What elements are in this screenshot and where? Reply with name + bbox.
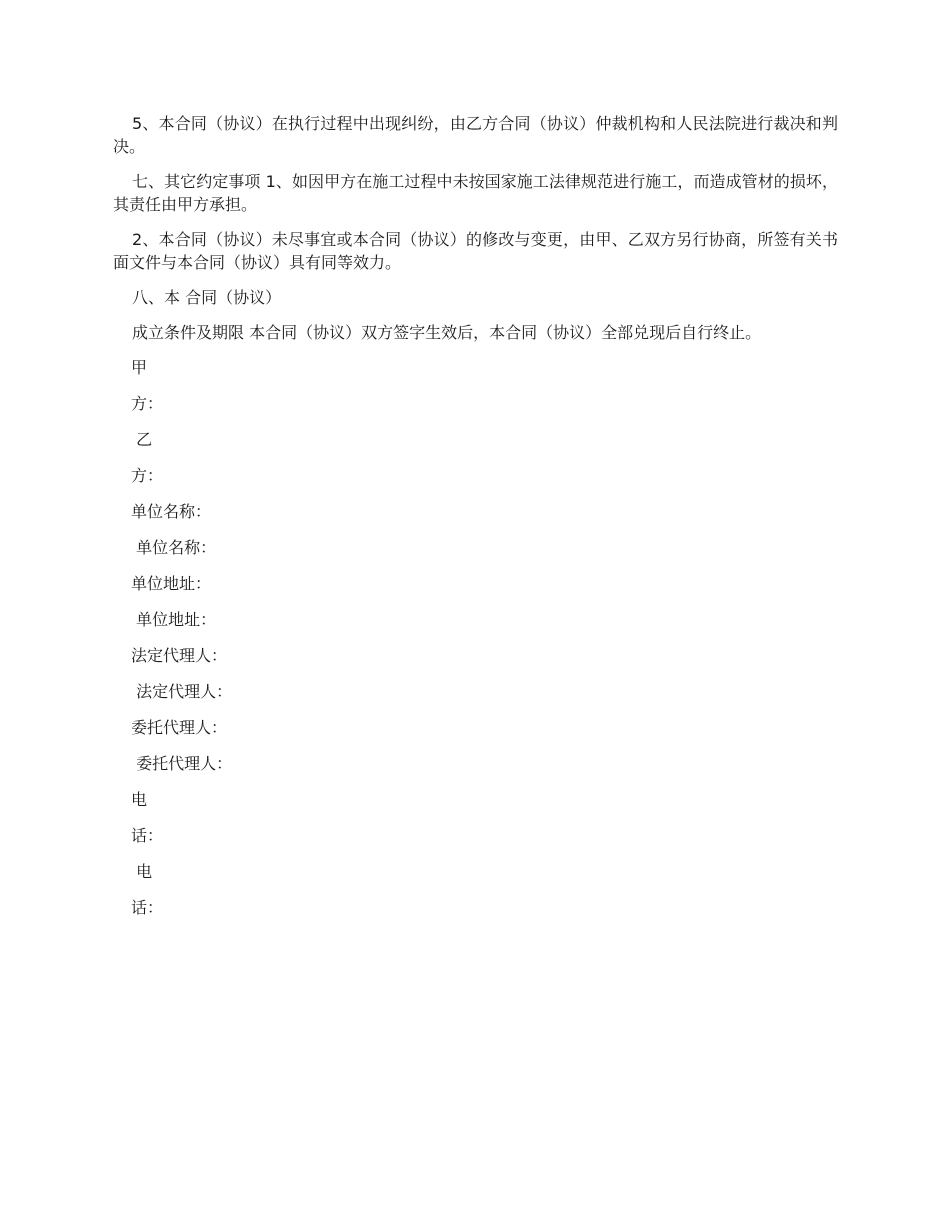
party-b-label-1: 乙 (131, 430, 153, 449)
section-heading-eight: 八、本 合同（协议） (132, 288, 282, 307)
party-b-entrusted-agent: 委托代理人： (131, 754, 233, 773)
party-a-phone-label-2: 话： (131, 826, 164, 845)
party-a-unit-name: 单位名称： (131, 502, 212, 521)
document-page (113, 112, 838, 932)
clause-dispute-resolution: 5、本合同（协议）在执行过程中出现纠纷，由乙方合同（协议）仲裁机构和人民法院进行裁决和判决。 (113, 114, 838, 156)
party-a-label-1: 甲 (131, 358, 148, 377)
party-b-legal-representative: 法定代理人： (131, 682, 233, 701)
clause-other-matters: 七、其它约定事项 1、如因甲方在施工过程中未按国家施工法律规范进行施工，而造成管材的损坏，其责任由甲方承担。 (113, 172, 838, 214)
clause-validity-term: 成立条件及期限 本合同（协议）双方签字生效后，本合同（协议）全部兑现后自行终止。 (132, 323, 762, 342)
party-a-unit-address: 单位地址： (131, 574, 212, 593)
party-a-entrusted-agent: 委托代理人： (131, 718, 228, 737)
party-b-phone-label-2: 话： (131, 898, 164, 917)
party-b-label-2: 方： (131, 466, 164, 485)
party-a-phone-label-1: 电 (131, 790, 148, 809)
party-a-legal-representative: 法定代理人： (131, 646, 228, 665)
clause-amendments: 2、本合同（协议）未尽事宜或本合同（协议）的修改与变更，由甲、乙双方另行协商，所签有关书面文件与本合同（协议）具有同等效力。 (113, 230, 838, 272)
party-b-unit-address: 单位地址： (131, 610, 217, 629)
party-a-label-2: 方： (131, 394, 164, 413)
signature-block (113, 356, 838, 919)
party-b-unit-name: 单位名称： (131, 538, 217, 557)
party-b-phone-label-1: 电 (131, 862, 153, 881)
